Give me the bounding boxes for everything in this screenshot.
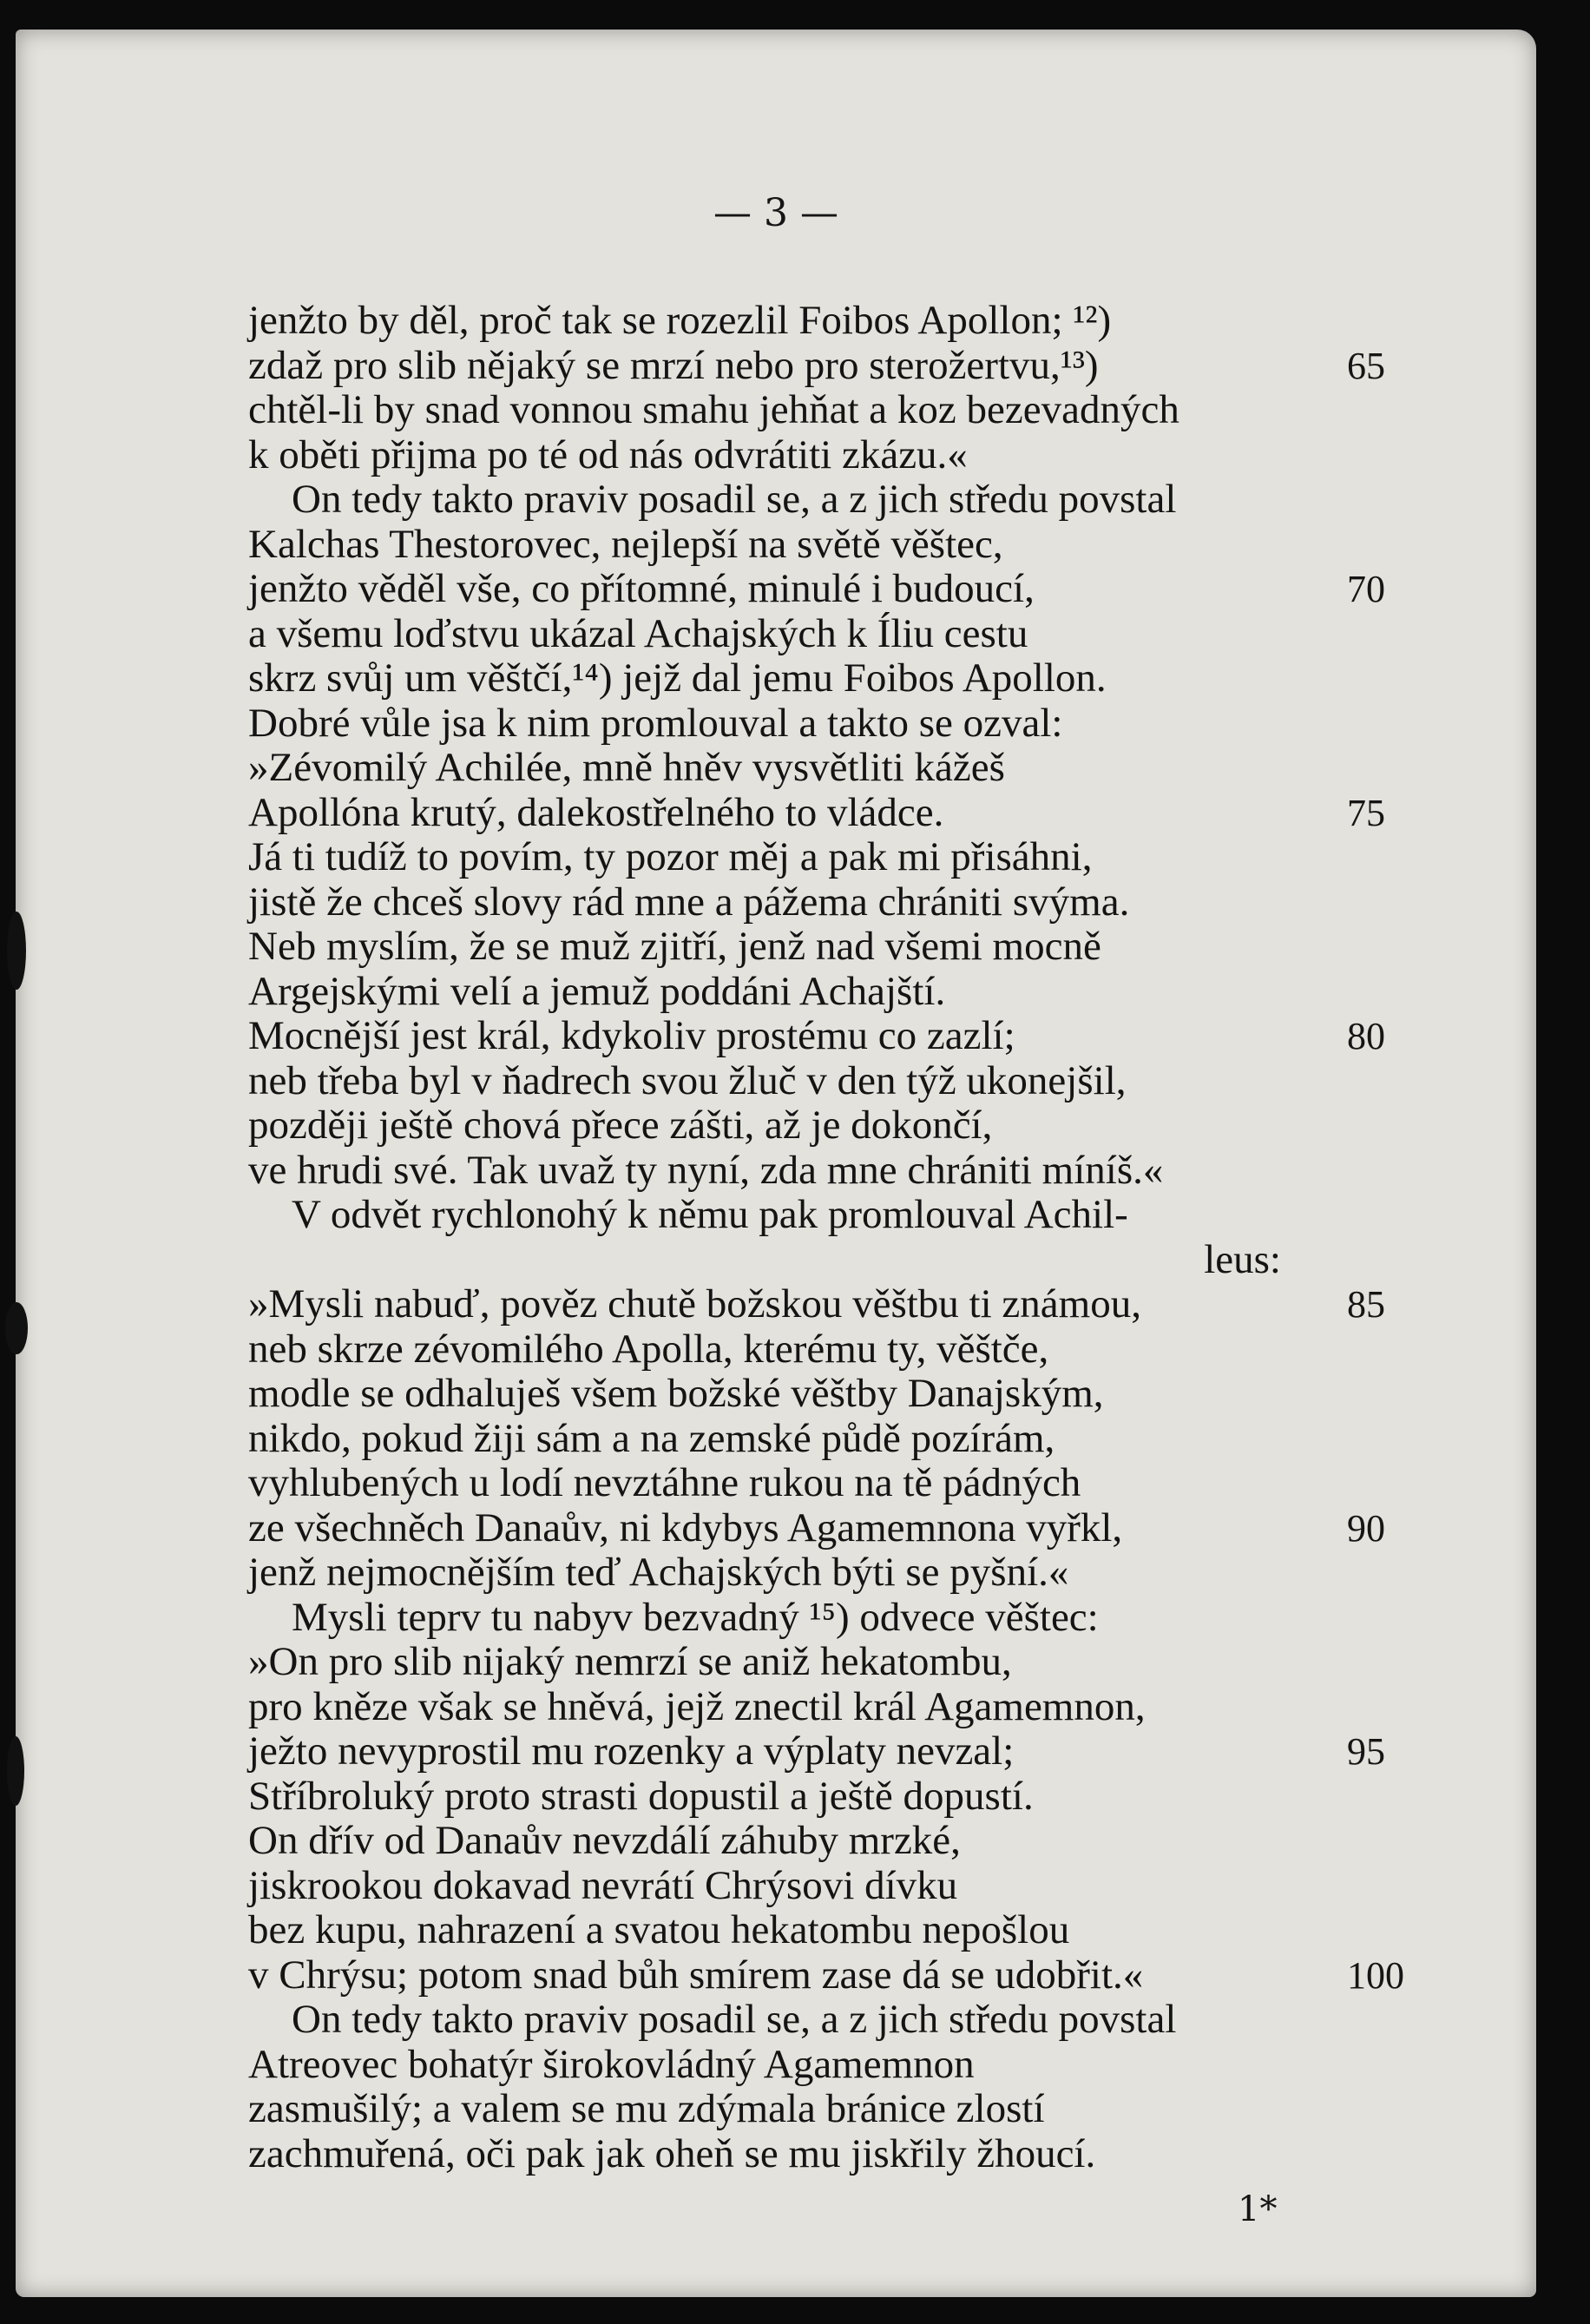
verse-line bbox=[248, 701, 1307, 747]
verse-text: Kalchas Thestorovec, nejlepší na světě věštec, bbox=[248, 521, 1003, 567]
line-number: 90 bbox=[1347, 1506, 1385, 1550]
binding-mark bbox=[7, 1736, 24, 1806]
verse-text: Atreovec bohatýr širokovládný Agamemnon bbox=[248, 2041, 975, 2087]
verse-text: modle se odhaluješ všem božské věštby Danajským, bbox=[248, 1371, 1104, 1416]
line-number: 65 bbox=[1347, 344, 1385, 387]
verse-line bbox=[248, 1281, 1385, 1327]
verse-text: »On pro slib nijaký nemrzí se aniž hekatombu, bbox=[248, 1639, 1012, 1684]
verse-text: jenžto by děl, proč tak se rozezlil Foibos Apollon; ¹²) bbox=[248, 298, 1112, 343]
verse-text: ze všechněch Danaův, ni kdybys Agamemnona vyřkl, bbox=[248, 1504, 1123, 1550]
verse-text: zdaž pro slib nějaký se mrzí nebo pro sterožertvu,¹³) bbox=[248, 342, 1099, 388]
verse-text: v Chrýsu; potom snad bůh smírem zase dá se udobřit.« bbox=[248, 1952, 1144, 1998]
verse-text: neb skrze zévomilého Apolla, kterému ty, věštče, bbox=[248, 1326, 1049, 1372]
verse-text: leus: bbox=[1204, 1236, 1281, 1282]
verse-line bbox=[248, 2043, 1307, 2088]
signature-mark: 1* bbox=[1238, 2189, 1278, 2229]
page-number: — 3 — bbox=[713, 191, 838, 235]
verse-line bbox=[248, 1461, 1307, 1506]
verse-text: k oběti přijma po té od nás odvrátiti zkázu.« bbox=[248, 431, 968, 477]
verse-line bbox=[248, 433, 1307, 478]
verse-line bbox=[248, 1774, 1307, 1820]
verse-line bbox=[248, 566, 1385, 612]
verse-line bbox=[248, 1685, 1307, 1730]
verse-line bbox=[248, 612, 1307, 657]
verse-text: zachmuřená, oči pak jak oheň se mu jiskřily žhoucí. bbox=[248, 2130, 1096, 2176]
verse-line bbox=[248, 970, 1307, 1015]
verse-text: V odvět rychlonohý k němu pak promlouval Achil- bbox=[292, 1192, 1128, 1237]
verse-line bbox=[248, 1103, 1307, 1149]
verse-text: Argejskými velí a jemuž poddáni Achajští. bbox=[248, 968, 946, 1014]
verse-line bbox=[248, 1417, 1307, 1462]
verse-text: Neb myslím, že se muž zjitří, jenž nad všemi mocně bbox=[248, 924, 1101, 969]
line-number: 70 bbox=[1347, 568, 1385, 610]
binding-mark bbox=[7, 912, 26, 990]
verse-text: chtěl-li by snad vonnou smahu jehňat a koz bezevadných bbox=[248, 387, 1179, 432]
verse-text: On tedy takto praviv posadil se, a z jich středu povstal bbox=[292, 477, 1177, 522]
verse-line bbox=[248, 789, 1385, 836]
binding-mark bbox=[5, 1302, 28, 1354]
verse-text: bez kupu, nahrazení a svatou hekatombu nepošlou bbox=[248, 1907, 1070, 1952]
verse-line bbox=[248, 1952, 1404, 1998]
verse-line bbox=[248, 1640, 1307, 1685]
verse-text: později ještě chová přece zášti, až je dokončí, bbox=[248, 1103, 993, 1148]
line-number: 85 bbox=[1347, 1283, 1385, 1326]
verse-line bbox=[248, 1596, 1307, 1641]
verse-line bbox=[248, 925, 1307, 970]
verse-line bbox=[248, 1372, 1307, 1417]
verse-text: a všemu loďstvu ukázal Achajských k Íliu cestu bbox=[248, 610, 1028, 656]
verse-line bbox=[248, 2087, 1307, 2132]
verse-line bbox=[248, 299, 1307, 344]
verse-line bbox=[248, 1193, 1307, 1238]
verse-line bbox=[248, 477, 1307, 523]
verse-text: Já ti tudíž to povím, ty pozor měj a pak mi přisáhni, bbox=[248, 834, 1093, 879]
line-number: 100 bbox=[1347, 1953, 1404, 1997]
verse-text: Apollóna krutý, dalekostřelného to vládce. bbox=[248, 789, 944, 835]
verse-line bbox=[248, 2132, 1307, 2177]
verse-line bbox=[248, 1864, 1307, 1909]
verse-text: jiskrookou dokavad nevrátí Chrýsovi dívku bbox=[248, 1862, 958, 1908]
verse-line bbox=[248, 1819, 1307, 1864]
verse-line bbox=[248, 746, 1307, 791]
verse-text: ježto nevyprostil mu rozenky a výplaty nevzal; bbox=[248, 1728, 1015, 1774]
verse-text: neb třeba byl v ňadrech svou žluč v den týž ukonejšil, bbox=[248, 1057, 1127, 1103]
verse-text: Dobré vůle jsa k nim promlouval a takto se ozval: bbox=[248, 700, 1063, 746]
verse-line bbox=[248, 656, 1307, 701]
verse-line bbox=[248, 1149, 1307, 1194]
book-page bbox=[16, 30, 1536, 2297]
verse-line bbox=[248, 388, 1307, 433]
verse-text: skrz svůj um věštčí,¹⁴) jejž dal jemu Foibos Apollon. bbox=[248, 655, 1107, 701]
verse-text: jistě že chceš slovy rád mne a pážema chrániti svýma. bbox=[248, 879, 1130, 925]
verse-line bbox=[248, 1908, 1307, 1953]
verse-text: Stříbroluký proto strasti dopustil a ještě dopustí. bbox=[248, 1773, 1034, 1819]
verse-text: »Zévomilý Achilée, mně hněv vysvětliti kážeš bbox=[248, 745, 1005, 790]
verse-text: jenžto věděl vše, co přítomné, minulé i budoucí, bbox=[248, 566, 1035, 611]
line-number: 75 bbox=[1347, 791, 1385, 834]
verse-line bbox=[248, 1504, 1385, 1551]
verse-line bbox=[248, 523, 1307, 568]
verse-line bbox=[248, 1550, 1307, 1596]
verse-line bbox=[248, 835, 1307, 880]
verse-text: ve hrudi své. Tak uvaž ty nyní, zda mne chrániti míníš.« bbox=[248, 1147, 1164, 1193]
verse-text: Mysli teprv tu nabyv bezvadný ¹⁵) odvece věštec: bbox=[292, 1594, 1099, 1640]
verse-line bbox=[248, 1013, 1385, 1059]
verse-line bbox=[248, 1998, 1307, 2043]
verse-line bbox=[248, 342, 1385, 389]
poem-text bbox=[248, 298, 1404, 2176]
verse-text: pro kněze však se hněvá, jejž znectil král Agamemnon, bbox=[248, 1683, 1146, 1729]
verse-text: On dřív od Danaův nevzdálí záhuby mrzké, bbox=[248, 1818, 961, 1863]
line-number: 80 bbox=[1347, 1015, 1385, 1057]
verse-line bbox=[248, 1238, 1307, 1283]
verse-line bbox=[248, 880, 1307, 925]
verse-line bbox=[248, 1059, 1307, 1104]
verse-text: vyhlubených u lodí nevztáhne rukou na tě pádných bbox=[248, 1460, 1081, 1505]
verse-text: zasmušilý; a valem se mu zdýmala bránice zlostí bbox=[248, 2086, 1045, 2131]
verse-line bbox=[248, 1728, 1385, 1774]
verse-text: On tedy takto praviv posadil se, a z jich středu povstal bbox=[292, 1997, 1177, 2042]
verse-line bbox=[248, 1327, 1307, 1373]
verse-text: Mocnější jest král, kdykoliv prostému co zazlí; bbox=[248, 1013, 1015, 1058]
verse-text: jenž nejmocnějším teď Achajských býti se pyšní.« bbox=[248, 1550, 1069, 1595]
verse-text: »Mysli nabuď, pověz chutě božskou věštbu ti známou, bbox=[248, 1281, 1141, 1327]
verse-text: nikdo, pokud žiji sám a na zemské půdě pozírám, bbox=[248, 1415, 1055, 1461]
line-number: 95 bbox=[1347, 1730, 1385, 1773]
